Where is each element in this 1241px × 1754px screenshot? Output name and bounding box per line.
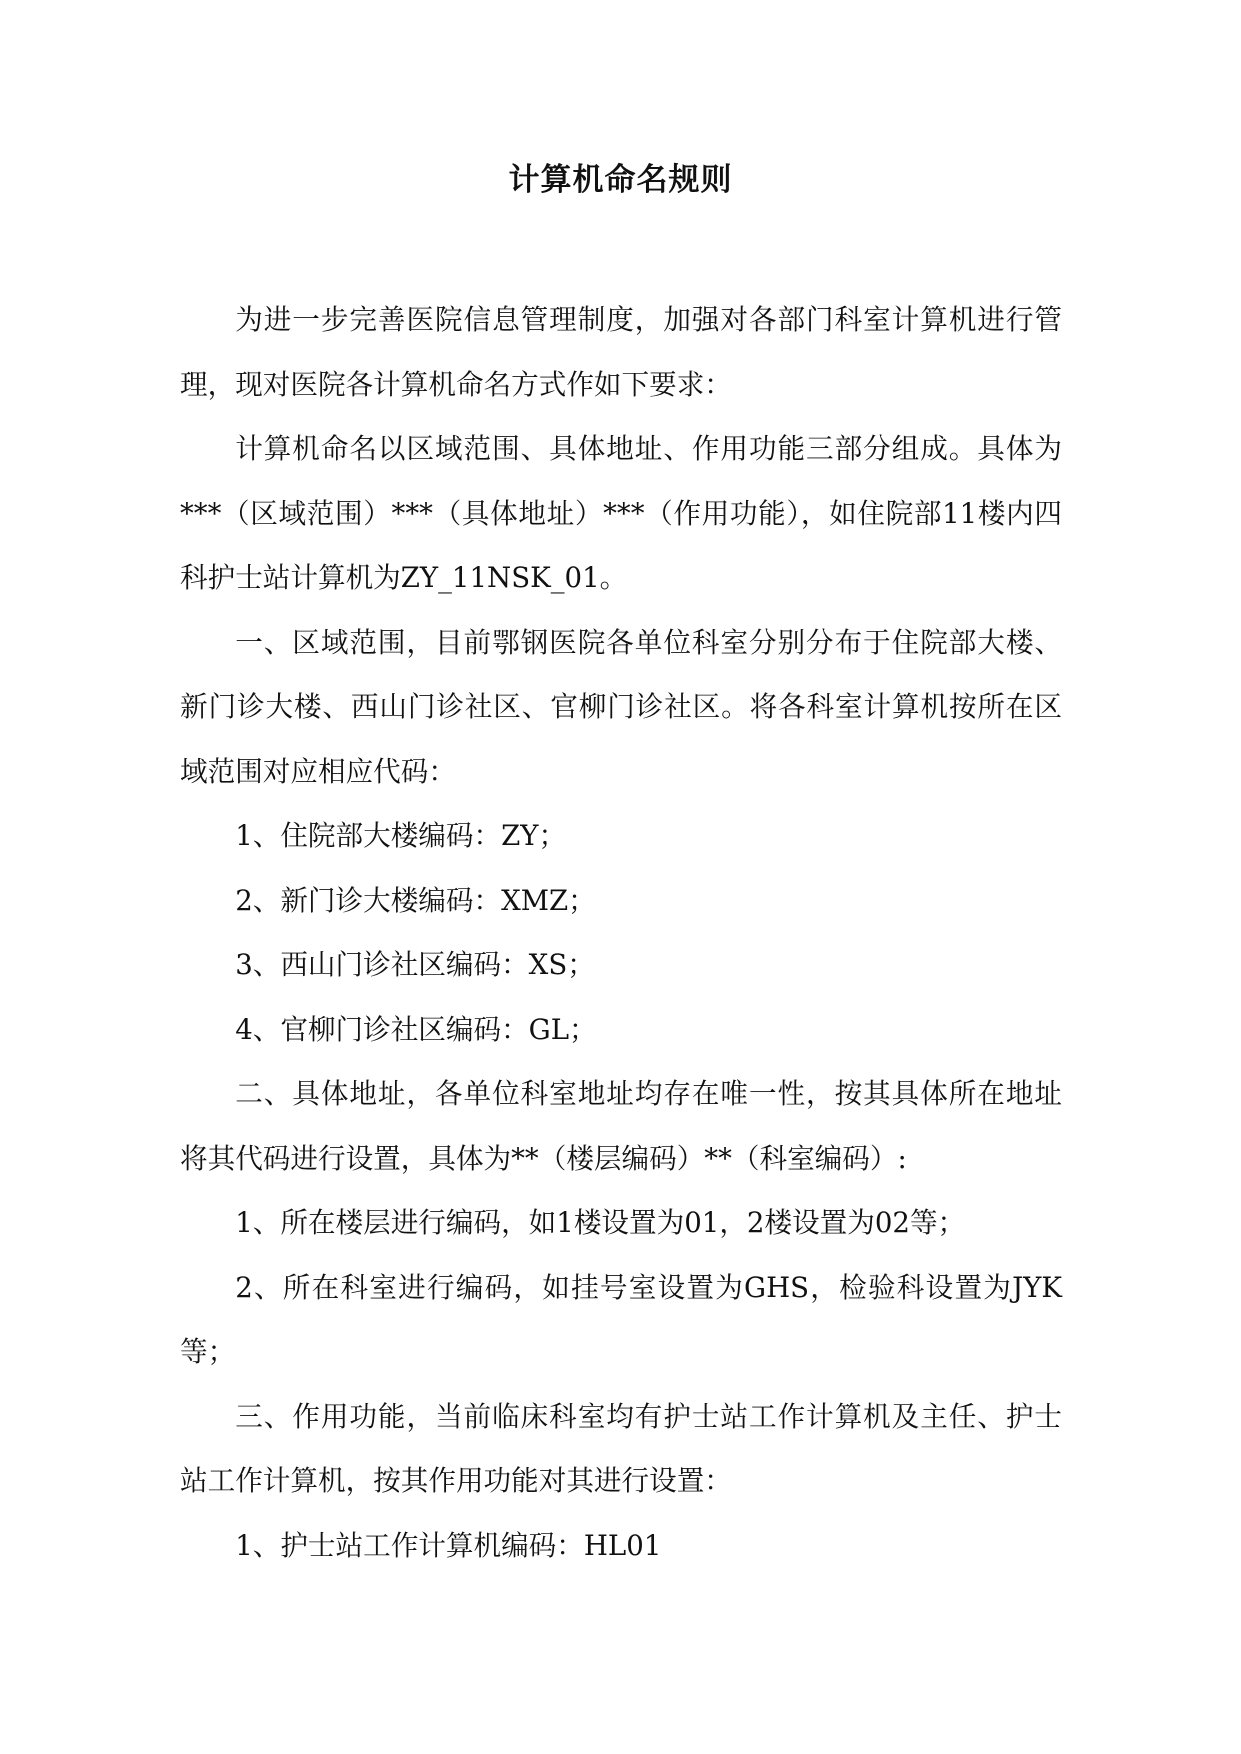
- list-item: 1、护士站工作计算机编码：HL01: [235, 1528, 662, 1562]
- page-title: 计算机命名规则: [508, 162, 733, 198]
- list-item: 2、所在科室进行编码，如挂号室设置为GHS，检验科设置为JYK等；: [180, 1270, 1062, 1368]
- paragraph-intro: 为进一步完善医院信息管理制度，加强对各部门科室计算机进行管理，现对医院各计算机命名方式作如下要求：: [180, 303, 1062, 401]
- list-item: 2、新门诊大楼编码：XMZ；: [235, 883, 596, 917]
- list-item: 4、官柳门诊社区编码：GL；: [235, 1012, 597, 1046]
- document-body: [180, 288, 1062, 1578]
- paragraph-naming-structure: 计算机命名以区域范围、具体地址、作用功能三部分组成。具体为***（区域范围）***（具体地址）***（作用功能），如住院部11楼内四科护士站计算机为ZY_11NSK_01。: [180, 432, 1062, 594]
- paragraph-section-1: 一、区域范围，目前鄂钢医院各单位科室分别分布于住院部大楼、新门诊大楼、西山门诊社区、官柳门诊社区。将各科室计算机按所在区域范围对应相应代码：: [180, 625, 1062, 788]
- list-item: 1、住院部大楼编码：ZY；: [235, 819, 567, 852]
- list-item: 1、所在楼层进行编码，如1楼设置为01，2楼设置为02等；: [235, 1206, 966, 1239]
- paragraph-section-2: 二、具体地址，各单位科室地址均存在唯一性，按其具体所在地址将其代码进行设置，具体为**（楼层编码）**（科室编码）:: [180, 1077, 1062, 1175]
- list-item: 3、西山门诊社区编码：XS；: [235, 948, 595, 981]
- paragraph-section-3: 三、作用功能，当前临床科室均有护士站工作计算机及主任、护士站工作计算机，按其作用功能对其进行设置：: [180, 1399, 1062, 1497]
